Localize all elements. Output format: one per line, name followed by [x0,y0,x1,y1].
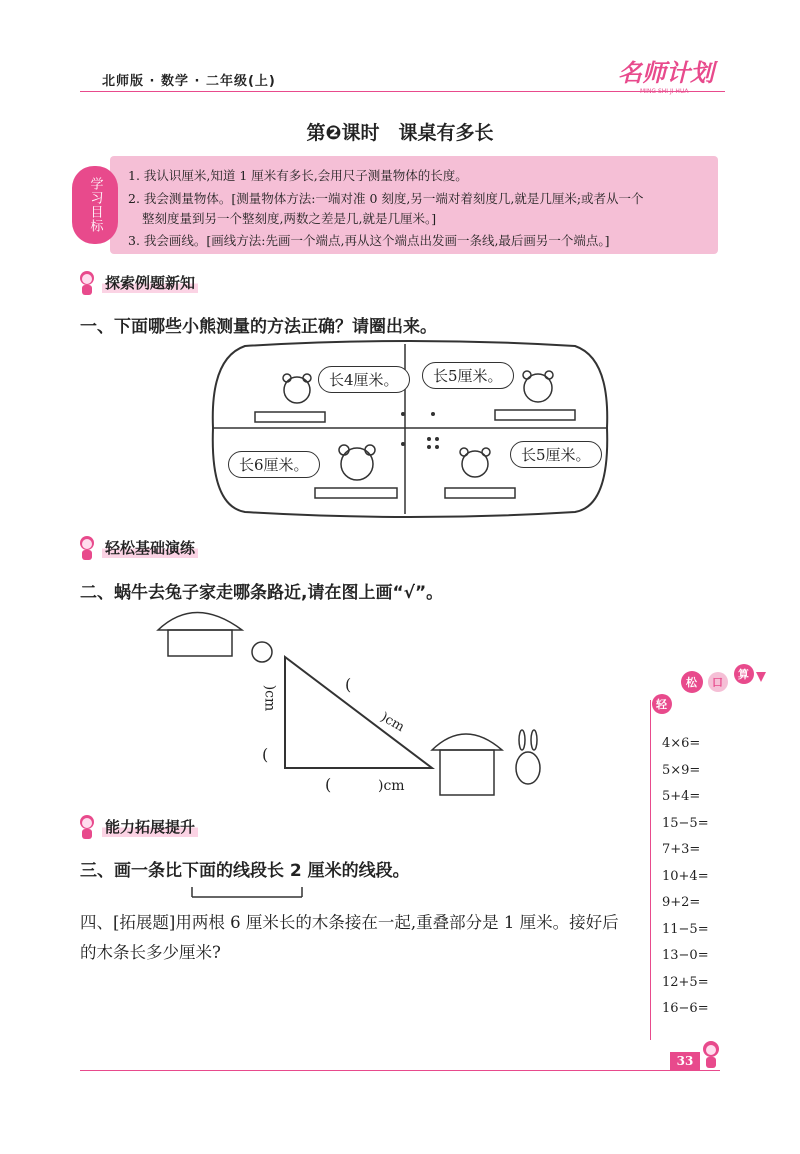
sidebar-title-char: 算 [738,668,749,681]
mental-math-item: 7+3= [662,842,701,857]
svg-text:MING SHI JI HUA: MING SHI JI HUA [640,88,689,95]
section-explore: 探索例题新知 [76,270,98,302]
mental-math-item: 10+4= [662,868,709,884]
girl-mascot-icon [76,814,98,842]
rabbit-icon [516,752,540,784]
lesson-title: 第❷课时 课桌有多长 [306,122,494,144]
bubble-bear-1: 长4厘米。 [318,366,410,393]
snail-path-figure [150,600,560,805]
snail-icon [252,642,272,662]
objective-3: 3. 我会画线。[画线方法:先画一个端点,再从这个端点出发画一条线,最后画另一个端点。] [128,233,610,248]
sidebar-title [652,660,770,716]
question-4: 四、[拓展题]用两根 6 厘米长的木条接在一起,重叠部分是 1 厘米。接好后的木条长多少厘米? [80,913,619,962]
bear-4 [445,448,515,498]
brand-logo [612,55,732,97]
bottom-unit: )cm [378,778,405,794]
mushroom-roof-left [158,613,242,631]
mushroom-roof-right [432,734,502,750]
question-2: 二、蜗牛去兔子家走哪条路近,请在图上画“√”。 [80,583,444,603]
bubble-bear-3: 长6厘米。 [228,451,320,478]
sidebar-title-char: 口 [712,676,723,689]
svg-text:名师计划: 名师计划 [618,58,714,87]
question-3: 三、画一条比下面的线段长 2 厘米的线段。 [80,861,410,881]
section-basic: 轻松基础演练 [76,535,98,567]
mental-math-item: 11−5= [662,921,709,937]
left-side-paren: ( [262,745,269,764]
hyp-unit: )cm [377,709,407,736]
girl-mascot-icon [76,270,98,298]
page-number: 33 [670,1052,700,1070]
objective-1: 1. 我认识厘米,知道 1 厘米有多长,会用尺子测量物体的长度。 [128,168,468,183]
section-extend: 能力拓展提升 [76,814,98,846]
objective-2: 2. 我会测量物体。[测量物体方法:一端对准 0 刻度,另一端对着刻度几,就是几厘米;或者从一个 [128,191,644,206]
girl-mascot-icon [76,535,98,563]
center-dots [401,412,439,449]
bottom-paren: ( [325,775,332,794]
sidebar-title-char: 轻 [656,698,667,711]
series-header: 北师版 · 数学 · 二年级(上) [102,74,276,89]
left-side-unit: )cm [261,684,278,712]
footer-rule [80,1070,720,1071]
mental-math-item: 5+4= [662,789,701,804]
reference-segment [190,885,304,899]
bubble-bear-2: 长5厘米。 [422,362,514,389]
triangle-paths [285,657,432,768]
mental-math-item: 9+2= [662,895,701,910]
hyp-paren: ( [345,675,352,694]
bear-3 [315,445,397,498]
objective-2-cont: 整刻度量到另一个整刻度,两数之差是几,就是几厘米。] [142,211,437,226]
bear-measure-figure [205,338,615,520]
bear-1 [255,374,325,422]
mental-math-item: 4×6= [662,736,701,751]
question-1: 一、下面哪些小熊测量的方法正确？请圈出来。 [80,317,437,337]
mental-math-item: 12+5= [662,974,709,990]
objectives-tab: 学习目标 [72,166,118,244]
mental-math-item: 16−6= [662,1001,709,1016]
bubble-bear-4: 长5厘米。 [510,441,602,468]
sidebar-rule [650,700,651,1040]
sidebar-title-char: 松 [686,676,697,689]
girl-mascot-icon [700,1040,722,1070]
mental-math-item: 15−5= [662,815,709,831]
mental-math-item: 13−0= [662,948,709,963]
mental-math-item: 5×9= [662,762,701,778]
